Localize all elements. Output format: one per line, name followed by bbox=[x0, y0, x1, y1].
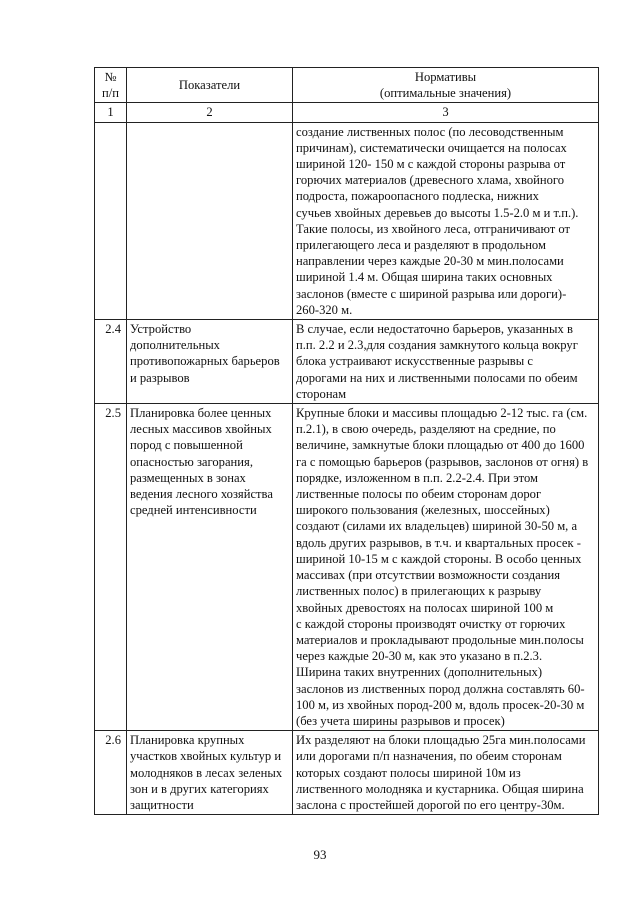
row-number: 2.6 bbox=[95, 731, 127, 815]
indicator-line: пород с повышенной bbox=[130, 438, 243, 453]
column-index-row bbox=[95, 103, 599, 122]
norm-line: заслона с простейшей дорогой по его центру-30м. bbox=[296, 797, 565, 812]
table-row bbox=[95, 320, 599, 404]
row-number bbox=[95, 122, 127, 319]
norm-line: заслонов из лиственных пород должна составлять 60- bbox=[296, 681, 585, 696]
indicator-line: и разрывов bbox=[130, 370, 190, 385]
norm-line: материалов и прокладывают продольные мин.полосы bbox=[296, 632, 584, 647]
header-norms-line: (оптимальные значения) bbox=[379, 86, 512, 101]
norm-line: В случае, если недостаточно барьеров, указанных в bbox=[296, 322, 573, 337]
norm-line: массивах (при отсутствии возможности создания bbox=[296, 568, 561, 583]
norm-line: лиственных полос) в прилегающих к разрыву bbox=[296, 584, 542, 599]
norm-cell bbox=[293, 122, 599, 319]
norm-line: хвойных древостоях на полосах шириной 100 м bbox=[296, 600, 554, 615]
column-index: 3 bbox=[293, 103, 599, 122]
table-row bbox=[95, 122, 599, 319]
header-indicators: Показатели bbox=[127, 68, 293, 103]
norm-line: создают (силами их владельцев) шириной 30-50 м, а bbox=[296, 519, 578, 534]
norm-line: величине, замкнутые блоки площадью от 400 до 1600 bbox=[296, 438, 585, 453]
header-number bbox=[95, 68, 127, 103]
row-number: 2.4 bbox=[95, 320, 127, 404]
norm-line: га с помощью барьеров (разрывов, заслонов от огня) в bbox=[296, 454, 589, 469]
norm-line: подроста, пожароопасного подлеска, нижних bbox=[296, 189, 539, 204]
header-norms bbox=[293, 68, 599, 103]
indicator-line: опасностью загорания, bbox=[130, 454, 253, 469]
norms-table bbox=[94, 67, 599, 815]
indicator-line: Планировка крупных bbox=[130, 733, 245, 748]
table-body bbox=[95, 122, 599, 815]
norm-line: лиственные полосы по обеим сторонам дорог bbox=[296, 487, 542, 502]
norm-line: лиственного молодняка и кустарника. Общая ширина bbox=[296, 781, 584, 796]
norm-line: Крупные блоки и массивы площадью 2-12 тыс. га (см. bbox=[296, 406, 588, 421]
norm-line: горючих материалов (древесного хлама, хвойного bbox=[296, 173, 565, 188]
norm-line: п.п. 2.2 и 2.3,для создания замкнутого кольца вокруг bbox=[296, 338, 578, 353]
norm-line: создание лиственных полос (по лесоводственным bbox=[296, 124, 564, 139]
norm-line: п.2.1), в свою очередь, разделяют на средние, по bbox=[296, 422, 556, 437]
page-number: 93 bbox=[313, 847, 327, 862]
norm-line: широкого пользования (железных, шоссейных) bbox=[296, 503, 550, 518]
column-index: 2 bbox=[127, 103, 293, 122]
norm-line: или дорогами п/п назначения, по обеим сторонам bbox=[296, 749, 562, 764]
indicator-line: средней интенсивности bbox=[130, 503, 257, 518]
norm-line: шириной 10-15 м с каждой стороны. В особо ценных bbox=[296, 551, 582, 566]
norm-cell bbox=[293, 731, 599, 815]
indicator-line: Устройство bbox=[130, 322, 192, 337]
norm-line: сучьев хвойных деревьев до высоты 1.5-2.0 м и т.п.). bbox=[296, 205, 579, 220]
indicator-line: противопожарных барьеров bbox=[130, 354, 280, 369]
norm-line: блока устраивают искусственные разрывы с bbox=[296, 354, 533, 369]
indicator-cell bbox=[127, 404, 293, 731]
norm-line: направлении через каждые 20-30 м мин.полосами bbox=[296, 254, 564, 269]
norm-line: Ширина таких внутренних (дополнительных) bbox=[296, 665, 543, 680]
column-index: 1 bbox=[95, 103, 127, 122]
indicator-line: участков хвойных культур и bbox=[130, 749, 282, 764]
indicator-line: молодняков в лесах зеленых bbox=[130, 765, 283, 780]
header-number-line: № bbox=[104, 70, 117, 84]
norm-line: порядке, изложенном в п.п. 2.2-2.4. При этом bbox=[296, 470, 539, 485]
indicator-line: размещенных в зонах bbox=[130, 470, 246, 485]
row-number: 2.5 bbox=[95, 404, 127, 731]
indicator-line: защитности bbox=[130, 797, 194, 812]
indicator-cell bbox=[127, 320, 293, 404]
norm-line: Их разделяют на блоки площадью 25га мин.полосами bbox=[296, 733, 586, 748]
norm-line: (без учета ширины разрывов и просек) bbox=[296, 713, 505, 728]
norm-line: Такие полосы, из хвойного леса, отграничивают от bbox=[296, 221, 571, 236]
norm-line: через каждые 20-30 м, как это указано в п.2.3. bbox=[296, 649, 543, 664]
norm-cell bbox=[293, 404, 599, 731]
indicator-line: зон и в других категориях bbox=[130, 781, 269, 796]
norm-line: с каждой стороны производят очистку от горючих bbox=[296, 616, 566, 631]
norm-line: которых создают полосы шириной 10м из bbox=[296, 765, 521, 780]
norm-line: прилегающего леса и разделяют в продольном bbox=[296, 238, 546, 253]
indicator-line: Планировка более ценных bbox=[130, 406, 272, 421]
table-row bbox=[95, 731, 599, 815]
indicator-line: дополнительных bbox=[130, 338, 220, 353]
norm-line: 100 м, из хвойных пород-200 м, вдоль просек-20-30 м bbox=[296, 697, 585, 712]
header-number-line: п/п bbox=[102, 86, 119, 101]
indicator-line: лесных массивов хвойных bbox=[130, 422, 272, 437]
indicator-line: ведения лесного хозяйства bbox=[130, 487, 273, 502]
norm-line: 260-320 м. bbox=[296, 302, 353, 317]
header-norms-line: Нормативы bbox=[414, 70, 477, 84]
indicator-cell bbox=[127, 731, 293, 815]
norm-line: сторонам bbox=[296, 386, 347, 401]
norm-line: заслонов (вместе с шириной разрыва или дороги)- bbox=[296, 286, 567, 301]
norm-cell bbox=[293, 320, 599, 404]
norm-line: дорогами на них и лиственными полосами по обеим bbox=[296, 370, 578, 385]
table-row bbox=[95, 404, 599, 731]
norm-line: шириной 1.4 м. Общая ширина таких основных bbox=[296, 270, 553, 285]
table-header-row bbox=[95, 68, 599, 103]
norm-line: вдоль других разрывов, в т.ч. и квартальных просек - bbox=[296, 535, 581, 550]
norm-line: шириной 120- 150 м с каждой стороны разрыва от bbox=[296, 157, 566, 172]
indicator-cell bbox=[127, 122, 293, 319]
norm-line: причинам), систематически очищается на полосах bbox=[296, 140, 567, 155]
